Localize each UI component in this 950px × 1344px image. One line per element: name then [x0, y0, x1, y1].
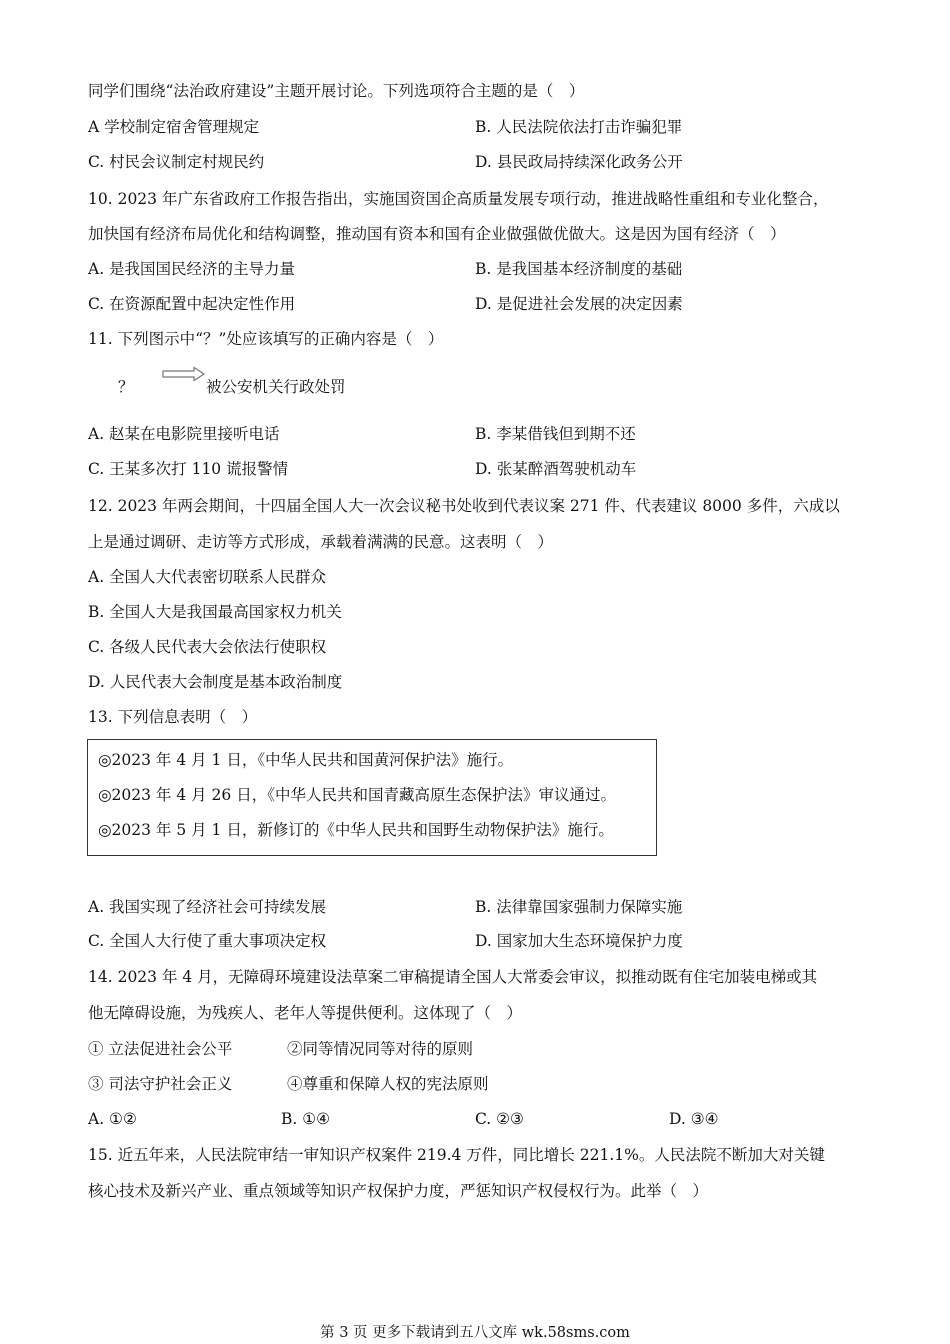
q11-option-a: A. 赵某在电影院里接听电话 [88, 425, 280, 443]
q12-option-c: C. 各级人民代表大会依法行使职权 [88, 638, 327, 656]
q11-diagram-question-mark: ？ [118, 378, 134, 396]
q13-option-d: D. 国家加大生态环境保护力度 [475, 932, 683, 950]
q11-option-b: B. 李某借钱但到期不还 [475, 425, 636, 443]
q11-option-d: D. 张某醉酒驾驶机动车 [475, 460, 637, 478]
q15-stem-line1: 15. 近五年来，人民法院审结一审知识产权案件 219.4 万件，同比增长 221.1%。人民法院不断加大对关键 [88, 1146, 825, 1164]
q14-option-d: D. ③④ [669, 1110, 719, 1128]
q13-option-a: A. 我国实现了经济社会可持续发展 [88, 898, 327, 916]
q9-option-c: C. 村民会议制定村规民约 [88, 153, 265, 171]
q10-option-d: D. 是促进社会发展的决定因素 [475, 295, 683, 313]
q11-stem: 11. 下列图示中“？”处应该填写的正确内容是（ ） [88, 330, 444, 348]
q14-item-4: ④尊重和保障人权的宪法原则 [287, 1075, 489, 1093]
q12-stem-line2: 上是通过调研、走访等方式形成，承载着满满的民意。这表明（ ） [88, 533, 554, 551]
q15-stem-line2: 核心技术及新兴产业、重点领域等知识产权保护力度，严惩知识产权侵权行为。此举（ ） [88, 1182, 709, 1200]
q9-stem: 同学们围绕“法治政府建设”主题开展讨论。下列选项符合主题的是（ ） [88, 82, 585, 100]
q13-info-line-2: ◎2023 年 4 月 26 日，《中华人民共和国青藏高原生态保护法》审议通过。 [98, 786, 616, 804]
page-footer: 第 3 页 更多下载请到五八文库 wk.58sms.com [320, 1325, 630, 1341]
q11-diagram-result: 被公安机关行政处罚 [206, 378, 346, 396]
q13-option-b: B. 法律靠国家强制力保障实施 [475, 898, 683, 916]
q10-option-b: B. 是我国基本经济制度的基础 [475, 260, 683, 278]
q13-info-box [87, 739, 657, 856]
q14-option-b: B. ①④ [281, 1110, 331, 1128]
q12-option-d: D. 人民代表大会制度是基本政治制度 [88, 673, 343, 691]
q14-option-c: C. ②③ [475, 1110, 524, 1128]
q13-info-line-3: ◎2023 年 5 月 1 日，新修订的《中华人民共和国野生动物保护法》施行。 [98, 821, 614, 839]
q14-item-2: ②同等情况同等对待的原则 [287, 1040, 474, 1058]
q13-info-line-1: ◎2023 年 4 月 1 日，《中华人民共和国黄河保护法》施行。 [98, 751, 514, 769]
q9-option-b: B. 人民法院依法打击诈骗犯罪 [475, 118, 683, 136]
q11-option-c: C. 王某多次打 110 谎报警情 [88, 460, 289, 478]
q9-option-d: D. 县民政局持续深化政务公开 [475, 153, 683, 171]
q13-stem: 13. 下列信息表明（ ） [88, 708, 258, 726]
q14-item-3: ③ 司法守护社会正义 [88, 1075, 233, 1093]
q10-stem-line2: 加快国有经济布局优化和结构调整，推动国有资本和国有企业做强做优做大。这是因为国有经济（ ） [88, 225, 786, 243]
q12-stem-line1: 12. 2023 年两会期间，十四届全国人大一次会议秘书处收到代表议案 271 件、代表建议 8000 多件，六成以 [88, 497, 840, 515]
q9-option-a: A 学校制定宿舍管理规定 [88, 118, 260, 136]
q12-option-b: B. 全国人大是我国最高国家权力机关 [88, 603, 342, 621]
q10-option-a: A. 是我国国民经济的主导力量 [88, 260, 296, 278]
right-arrow-icon [162, 366, 206, 382]
q13-option-c: C. 全国人大行使了重大事项决定权 [88, 932, 327, 950]
q14-item-1: ① 立法促进社会公平 [88, 1040, 233, 1058]
q10-option-c: C. 在资源配置中起决定性作用 [88, 295, 296, 313]
q14-stem-line2: 他无障碍设施，为残疾人、老年人等提供便利。这体现了（ ） [88, 1004, 523, 1022]
q12-option-a: A. 全国人大代表密切联系人民群众 [88, 568, 327, 586]
q10-stem-line1: 10. 2023 年广东省政府工作报告指出，实施国资国企高质量发展专项行动，推进战略性重组和专业化整合， [88, 190, 829, 208]
q14-stem-line1: 14. 2023 年 4 月，无障碍环境建设法草案二审稿提请全国人大常委会审议，拟推动既有住宅加装电梯或其 [88, 968, 818, 986]
q14-option-a: A. ①② [88, 1110, 137, 1128]
